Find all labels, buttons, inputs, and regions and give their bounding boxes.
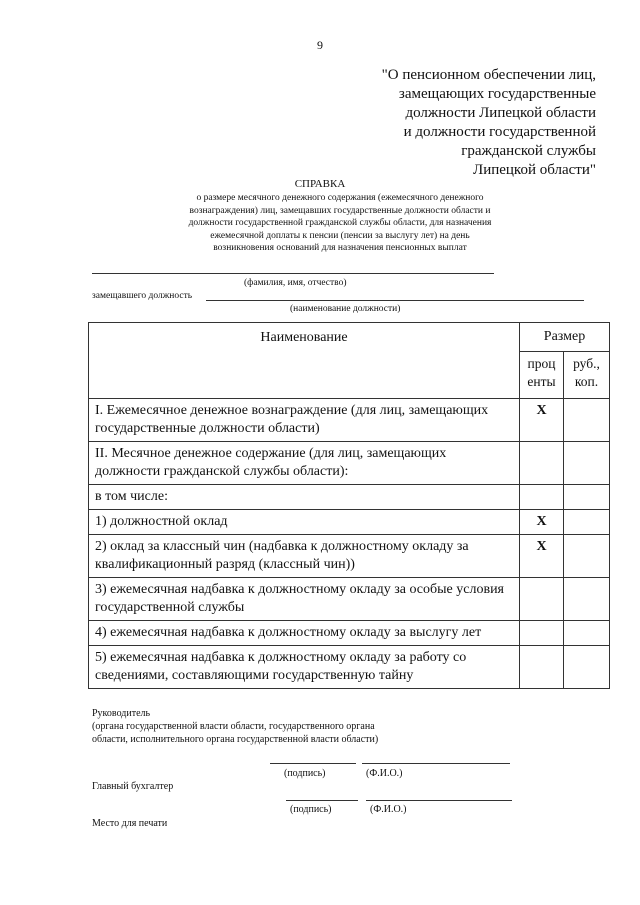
column-header-name: Наименование: [89, 323, 520, 399]
column-header-size: Размер: [520, 323, 610, 352]
row-percent: [520, 442, 564, 485]
position-prefix: замещавшего должность: [92, 291, 193, 301]
fio-blank-line: [92, 273, 494, 274]
subtitle-line: должности государственной гражданской службы области, для назначения: [188, 218, 492, 228]
document-title: СПРАВКА: [294, 178, 346, 190]
page-number: 9: [317, 38, 323, 52]
row-percent: [520, 578, 564, 621]
row-name: I. Ежемесячное денежное вознаграждение (для лиц, замещающих государственные должности области): [89, 399, 520, 442]
header-line: гражданской службы: [461, 143, 596, 159]
header-line: "О пенсионном обеспечении лиц,: [381, 67, 596, 83]
subheader-percent: проц енты: [520, 352, 564, 399]
row-rub: [564, 399, 610, 442]
head-fio-line: [362, 763, 510, 764]
header-line: должности Липецкой области: [405, 105, 596, 121]
row-percent: X: [520, 535, 564, 578]
row-rub: [564, 646, 610, 689]
table-row: [89, 621, 610, 646]
row-name: 3) ежемесячная надбавка к должностному окладу за особые условия государственной службы: [89, 578, 520, 621]
table-row: [89, 485, 610, 510]
subheader-rub: руб., коп.: [564, 352, 610, 399]
row-name: 2) оклад за классный чин (надбавка к должностному окладу за квалификационный разряд (классный чин)): [89, 535, 520, 578]
subtitle-line: вознаграждения) лиц, замещавших государственные должности области и: [189, 205, 491, 216]
salary-table: [88, 322, 610, 689]
head-signature-line: [270, 763, 356, 764]
table-row: [89, 578, 610, 621]
head-org-line-1: (органа государственной власти области, государственного органа: [92, 721, 375, 732]
row-rub: [564, 485, 610, 510]
table-row: [89, 510, 610, 535]
row-percent: [520, 621, 564, 646]
row-rub: [564, 621, 610, 646]
subtitle-line: о размере месячного денежного содержания (ежемесячного денежного: [196, 193, 484, 203]
row-name: в том числе:: [89, 485, 520, 510]
row-rub: [564, 442, 610, 485]
table-row: [89, 535, 610, 578]
head-signature-caption: (подпись): [284, 768, 326, 779]
accountant-fio-caption: (Ф.И.О.): [370, 804, 407, 815]
document-subtitle: [150, 192, 530, 255]
position-blank-line: [206, 300, 584, 301]
row-percent: [520, 646, 564, 689]
table-row: [89, 399, 610, 442]
row-percent: X: [520, 399, 564, 442]
accountant-fio-line: [366, 800, 512, 801]
accountant-title: Главный бухгалтер: [92, 781, 174, 792]
position-caption: (наименование должности): [290, 304, 401, 314]
seal-place: Место для печати: [92, 818, 168, 829]
row-rub: [564, 578, 610, 621]
row-percent: [520, 485, 564, 510]
header-line: Липецкой области": [473, 162, 596, 178]
row-name: 1) должностной оклад: [89, 510, 520, 535]
fio-caption: (фамилия, имя, отчество): [244, 278, 347, 288]
header-line: и должности государственной: [403, 124, 596, 140]
subtitle-line: возникновения оснований для назначения пенсионных выплат: [213, 243, 467, 253]
accountant-signature-caption: (подпись): [290, 804, 332, 815]
head-org-line-2: области, исполнительного органа государственной власти области): [92, 734, 379, 745]
table-row: [89, 646, 610, 689]
row-rub: [564, 510, 610, 535]
head-fio-caption: (Ф.И.О.): [366, 768, 403, 779]
row-name: II. Месячное денежное содержание (для лиц, замещающих должности гражданской службы области):: [89, 442, 520, 485]
row-percent: X: [520, 510, 564, 535]
head-title: Руководитель: [92, 708, 151, 719]
table-row: [89, 442, 610, 485]
accountant-signature-line: [286, 800, 358, 801]
row-name: 4) ежемесячная надбавка к должностному окладу за выслугу лет: [89, 621, 520, 646]
row-rub: [564, 535, 610, 578]
document-header-reference: [382, 66, 596, 180]
row-name: 5) ежемесячная надбавка к должностному окладу за работу со сведениями, составляющими государственную тайну: [89, 646, 520, 689]
subtitle-line: ежемесячной доплаты к пенсии (пенсии за выслугу лет) на день: [210, 230, 470, 241]
header-line: замещающих государственные: [398, 86, 596, 102]
